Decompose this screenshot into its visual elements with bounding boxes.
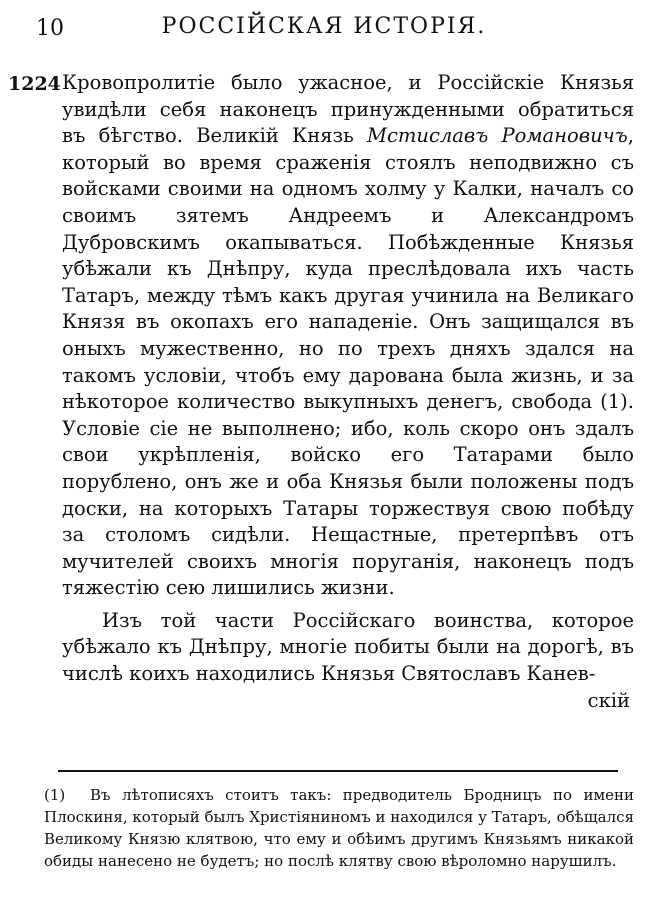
footnote-part-1: Въ лѣтописяхъ стоитъ такъ: предводитель [90, 786, 464, 804]
footnote-marker: (1) [44, 786, 66, 804]
footnote [44, 784, 634, 872]
text-column [62, 70, 634, 714]
footnote-part-2: по имени Плоскиня, который былъ Христіяниномъ и находился у Татаръ, обѣщался Великому Князю клятвою, что ему и обѣимъ другимъ Князьямъ никакой обиды нанесено не будетъ; но послѣ клятву свою вѣроломно нарушилъ. [44, 786, 634, 870]
running-title: РОССІЙСКАЯ ИСТОРІЯ. [161, 14, 487, 39]
main-text [8, 70, 638, 714]
margin-year: 1224 [8, 73, 61, 95]
paragraph-1-part-1: Кровопролитіе было ужасное, и Россійскіе Князья увидѣли себя наконецъ принужденными обратиться въ бѣгство. Великій Князь [62, 71, 634, 148]
paragraph-1-part-2: , который во время сраженія стоялъ неподвижно съ войсками своими на одномъ холму у Калки, началъ со своимъ зятемъ Андреемъ и Александромъ Дубровскимъ окапываться. Побѣжденные Князья убѣжали къ Днѣпру, куда преслѣдовала ихъ часть Татаръ, между тѣмъ какъ другая учинила на Великаго Князя въ окопахъ его нападеніе. Онъ защищался въ оныхъ мужественно, но по трехъ дняхъ здался на такомъ условіи, чтобъ ему дарована была жизнь, и за нѣкоторое количество выкупныхъ денегъ, свобода (1). Условіе сіе не выполнено; ибо, коль скоро онъ здалъ свои укрѣпленія, войско его Татарами было порублено, онъ же и оба Князья были положены подъ доски, на которыхъ Татары торжествуя свою побѣду за столомъ сидѣли. Нещастные, претерпѣвъ отъ мучителей своихъ многія поруганія, наконецъ подъ тяжестію сею лишились жизни. [62, 124, 634, 600]
paragraph-2: Изъ той части Россійскаго воинства, которое убѣжало къ Днѣпру, многіе побиты были на дорогѣ, въ числѣ коихъ находились Князья Святославъ Канев- [62, 608, 634, 686]
footnote-separator [58, 770, 618, 772]
page-header [36, 14, 612, 48]
page-number: 10 [36, 16, 64, 41]
paragraph-1 [62, 70, 634, 602]
italic-name: Мстиславъ Романовичъ [367, 124, 628, 148]
footnote-italic-word: Бродницъ [463, 786, 542, 804]
catchword: скій [587, 688, 630, 712]
